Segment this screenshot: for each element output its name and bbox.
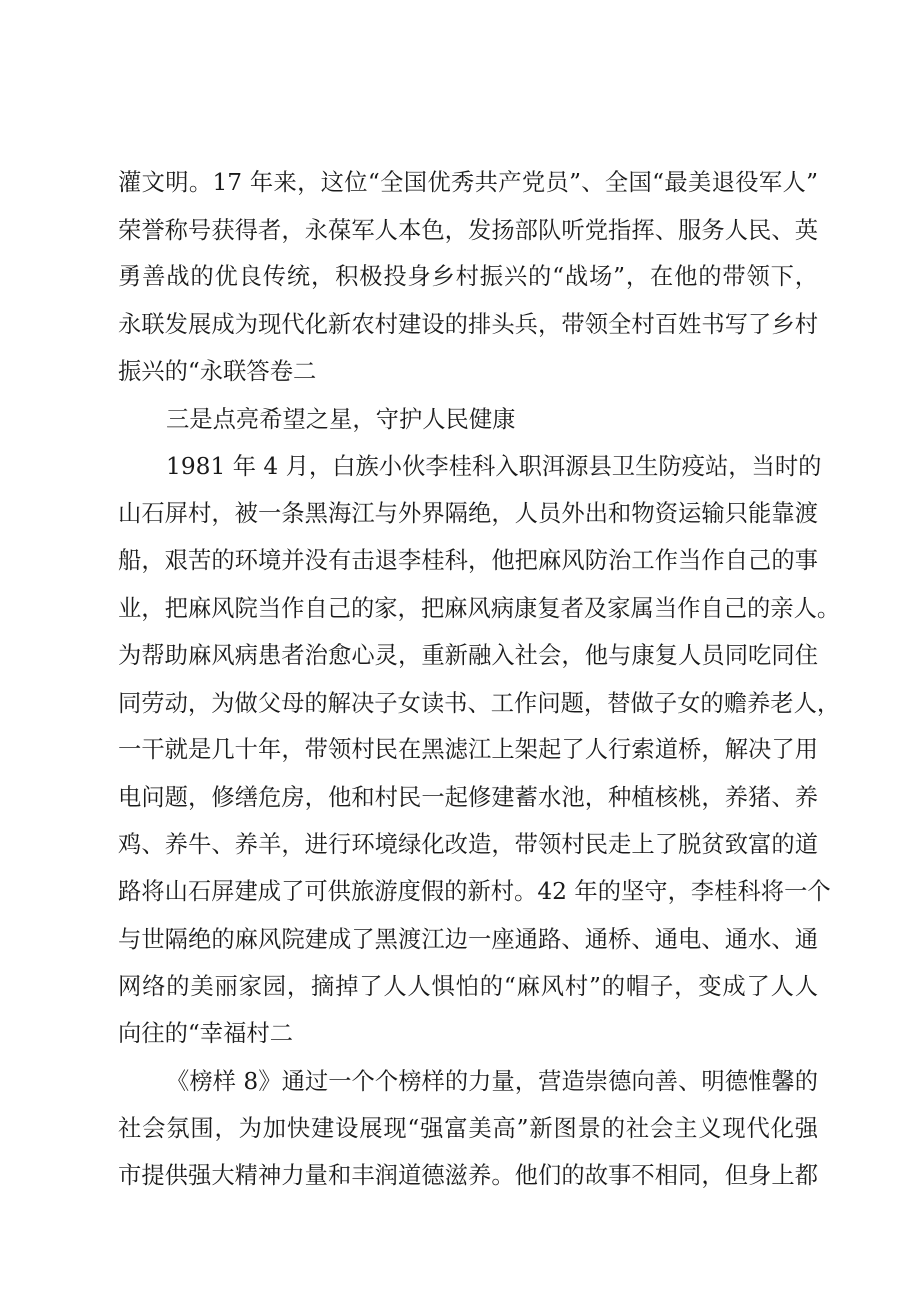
paragraph-2-line-13: 向往的“幸福村二 (118, 1020, 293, 1047)
paragraph-2-line-10: 路将山石屏建成了可供旅游度假的新村。42 年的坚守，李桂科将一个 (118, 878, 831, 905)
paragraph-1-line-3: 勇善战的优良传统，积极投身乡村振兴的“战场”，在他的带领下， (118, 263, 818, 290)
paragraph-2-line-8: 电问题，修缮危房，他和村民一起修建蓄水池，种植核桃，养猪、养 (118, 784, 818, 811)
paragraph-2-line-1: 1981 年 4 月，白族小伙李桂科入职洱源县卫生防疫站，当时的 (166, 453, 822, 480)
section-heading: 三是点亮希望之星，守护人民健康 (166, 406, 516, 433)
paragraph-2-line-5: 为帮助麻风病患者治愈心灵，重新融入社会，他与康复人员同吃同住 (118, 642, 818, 669)
paragraph-3-line-1: 《榜样 8》通过一个个榜样的力量，营造崇德向善、明德惟馨的 (166, 1068, 818, 1095)
paragraph-2-line-3: 船，艰苦的环境并没有击退李桂科，他把麻风防治工作当作自己的事 (118, 547, 818, 574)
paragraph-3-line-2: 社会氛围，为加快建设展现“强富美高”新图景的社会主义现代化强 (118, 1115, 818, 1142)
paragraph-1-line-1: 灌文明。17 年来，这位“全国优秀共产党员”、全国“最美退役军人” (118, 169, 818, 196)
paragraph-2-line-4: 业，把麻风院当作自己的家，把麻风病康复者及家属当作自己的亲人。 (118, 595, 841, 622)
paragraph-2-line-6: 同劳动，为做父母的解决子女读书、工作问题，替做子女的赡养老人， (118, 690, 841, 717)
paragraph-2-line-11: 与世隔绝的麻风院建成了黑渡江边一座通路、通桥、通电、通水、通 (118, 926, 818, 953)
paragraph-3-line-3: 市提供强大精神力量和丰润道德滋养。他们的故事不相同，但身上都 (118, 1162, 818, 1189)
paragraph-2-line-2: 山石屏村，被一条黑海江与外界隔绝，人员外出和物资运输只能靠渡 (118, 500, 818, 527)
paragraph-2-line-7: 一干就是几十年，带领村民在黑滤江上架起了人行索道桥，解决了用 (118, 736, 818, 763)
paragraph-1-line-4: 永联发展成为现代化新农村建设的排头兵，带领全村百姓书写了乡村 (118, 311, 818, 338)
paragraph-2-line-12: 网络的美丽家园，摘掉了人人惧怕的“麻风村”的帽子，变成了人人 (118, 973, 818, 1000)
paragraph-2-line-9: 鸡、养牛、养羊，进行环境绿化改造，带领村民走上了脱贫致富的道 (118, 831, 818, 858)
paragraph-1-line-2: 荣誉称号获得者，永葆军人本色，发扬部队听党指挥、服务人民、英 (118, 217, 818, 244)
paragraph-1-line-5: 振兴的“永联答卷二 (118, 358, 317, 385)
